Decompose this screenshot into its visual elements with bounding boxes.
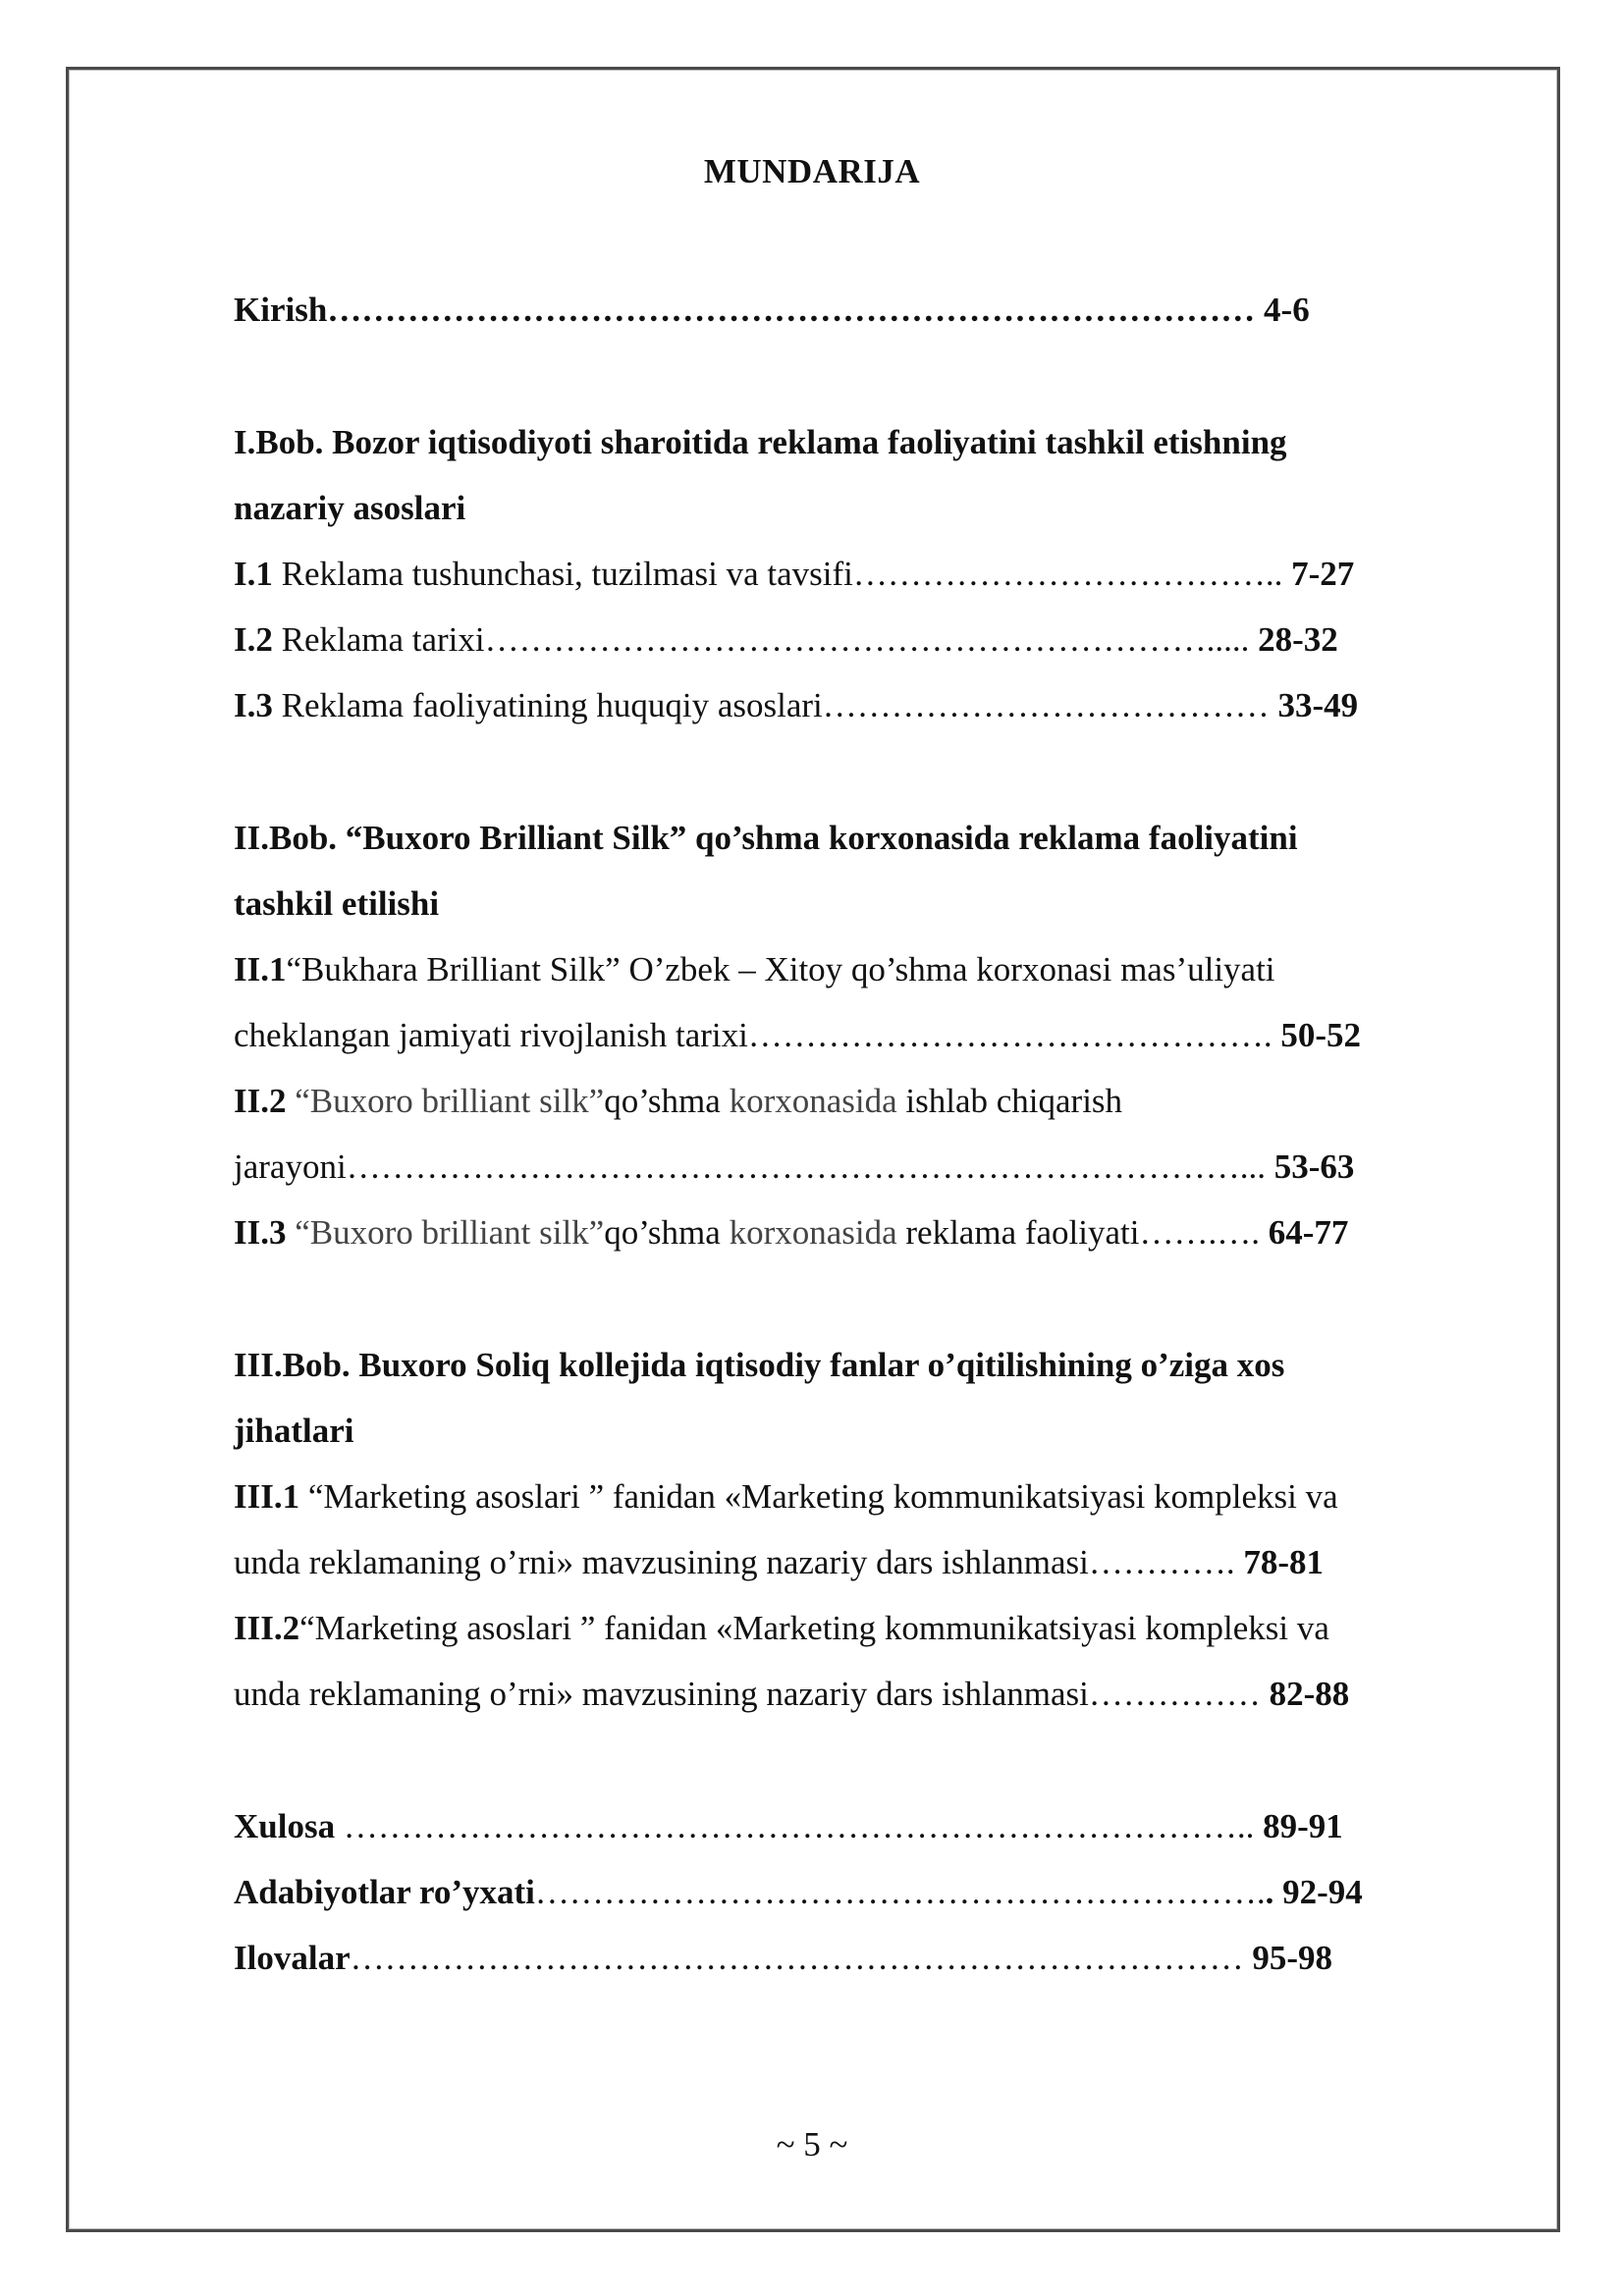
toc-pages: 28-32 <box>1249 620 1338 659</box>
section-number: I.1 <box>234 555 273 593</box>
section-title-cont: jarayoni <box>234 1148 347 1186</box>
section-number: III.2 <box>234 1609 300 1647</box>
toc-leader: …………… <box>1088 1675 1261 1713</box>
section-title: Reklama faoliyatining huquqiy asoslari <box>272 686 823 724</box>
toc-pages: 4-6 <box>1255 291 1310 329</box>
toc-leader: …………………………………………………………………… <box>350 1939 1244 1977</box>
section-title: “Bukhara Brilliant Silk” O’zbek – Xitoy qo’shma korxonasi mas’uliyati <box>286 950 1275 988</box>
section-title: qo’shma <box>604 1082 721 1120</box>
toc-leader: ……………………………………………………………………… <box>327 291 1256 329</box>
toc-leader: ………………………………………………………. <box>534 1873 1266 1911</box>
section-title: ishlab chiqarish <box>896 1082 1123 1120</box>
toc-pages: 89-91 <box>1254 1807 1343 1845</box>
chapter-1-title: I.Bob. Bozor iqtisodiyoti sharoitida reklama faoliyatini tashkil etishning <box>234 423 1287 461</box>
section-title-cont: unda reklamaning o’rni» mavzusining nazariy dars ishlanmasi <box>234 1543 1089 1581</box>
toc-pages: 53-63 <box>1265 1148 1355 1186</box>
toc-entry-2-1[interactable] <box>234 948 1275 991</box>
section-title: reklama faoliyati <box>896 1213 1140 1252</box>
toc-label: Adabiyotlar ro’yxati <box>234 1873 535 1911</box>
toc-entry-2-3[interactable] <box>234 1211 1348 1255</box>
toc-entry-xulosa[interactable] <box>234 1805 1343 1848</box>
section-title-cont: cheklangan jamiyati rivojlanish tarixi <box>234 1016 748 1054</box>
section-number: II.3 <box>234 1213 287 1252</box>
section-number: II.1 <box>234 950 287 988</box>
toc-entry-1-3[interactable] <box>234 684 1358 727</box>
toc-label: Kirish <box>234 291 328 329</box>
toc-leader: ………………………………………. <box>747 1016 1272 1054</box>
toc-entry-2-2[interactable] <box>234 1080 1122 1123</box>
toc-leader: …….…. <box>1139 1213 1260 1252</box>
toc-entry-3-2-cont[interactable] <box>234 1673 1349 1716</box>
toc-entry-3-1[interactable] <box>234 1475 1338 1519</box>
toc-pages: 33-49 <box>1269 686 1359 724</box>
section-number: I.3 <box>234 686 273 724</box>
toc-entry-kirish[interactable] <box>234 289 1310 332</box>
section-title: korxonasida <box>720 1213 897 1252</box>
chapter-2-title: II.Bob. “Buxoro Brilliant Silk” qo’shma korxonasida reklama faoliyatini <box>234 819 1298 857</box>
toc-entry-2-1-cont[interactable] <box>234 1014 1361 1057</box>
section-title: qo’shma <box>604 1213 721 1252</box>
section-title: “Marketing asoslari ” fanidan «Marketing kommunikatsiyasi kompleksi va <box>299 1477 1338 1516</box>
chapter-3-title: III.Bob. Buxoro Soliq kollejida iqtisodiy fanlar o’qitilishining o’ziga xos <box>234 1346 1285 1384</box>
toc-pages: 78-81 <box>1243 1543 1325 1581</box>
toc-leader: …………………………………………………………………….. <box>335 1807 1255 1845</box>
toc-pages: 95-98 <box>1243 1939 1333 1977</box>
toc-leader: ………………………………… <box>822 686 1270 724</box>
toc-entry-3-2[interactable] <box>234 1607 1329 1650</box>
section-title: korxonasida <box>720 1082 897 1120</box>
toc-entry-1-1[interactable] <box>234 553 1354 596</box>
toc-entry-adabiyotlar[interactable] <box>234 1871 1363 1914</box>
page-number: ~ 5 ~ <box>776 2125 848 2163</box>
toc-leader: …………. <box>1088 1543 1244 1581</box>
chapter-2-title-cont: tashkil etilishi <box>234 884 440 923</box>
toc-entry-1-2[interactable] <box>234 618 1338 662</box>
section-number: I.2 <box>234 620 273 659</box>
toc-leader: ………………………………………………………..... <box>484 620 1250 659</box>
section-title: “Marketing asoslari ” fanidan «Marketing kommunikatsiyasi kompleksi va <box>299 1609 1329 1647</box>
section-number: II.2 <box>234 1082 287 1120</box>
page-title: MUNDARIJA <box>703 152 921 190</box>
toc-leader: ……………………………….. <box>852 555 1283 593</box>
company-name: “Buxoro brilliant silk” <box>286 1213 605 1252</box>
toc-pages: 64-77 <box>1259 1213 1349 1252</box>
chapter-3-title-cont: jihatlari <box>234 1412 354 1450</box>
section-title-cont: unda reklamaning o’rni» mavzusining nazariy dars ishlanmasi <box>234 1675 1089 1713</box>
toc-label: Xulosa <box>234 1807 336 1845</box>
section-title: Reklama tarixi <box>272 620 485 659</box>
section-number: III.1 <box>234 1477 300 1516</box>
toc-pages: 82-88 <box>1260 1675 1350 1713</box>
toc-entry-ilovalar[interactable] <box>234 1937 1332 1980</box>
toc-leader: ……………………………………………………………………... <box>346 1148 1266 1186</box>
toc-label: Ilovalar <box>234 1939 351 1977</box>
company-name: “Buxoro brilliant silk” <box>286 1082 605 1120</box>
toc-entry-2-2-cont[interactable] <box>234 1146 1354 1189</box>
toc-pages: 7-27 <box>1282 555 1355 593</box>
toc-pages: 50-52 <box>1272 1016 1362 1054</box>
toc-entry-3-1-cont[interactable] <box>234 1541 1324 1584</box>
toc-pages: . 92-94 <box>1265 1873 1363 1911</box>
chapter-1-title-cont: nazariy asoslari <box>234 489 466 527</box>
section-title: Reklama tushunchasi, tuzilmasi va tavsifi <box>272 555 853 593</box>
